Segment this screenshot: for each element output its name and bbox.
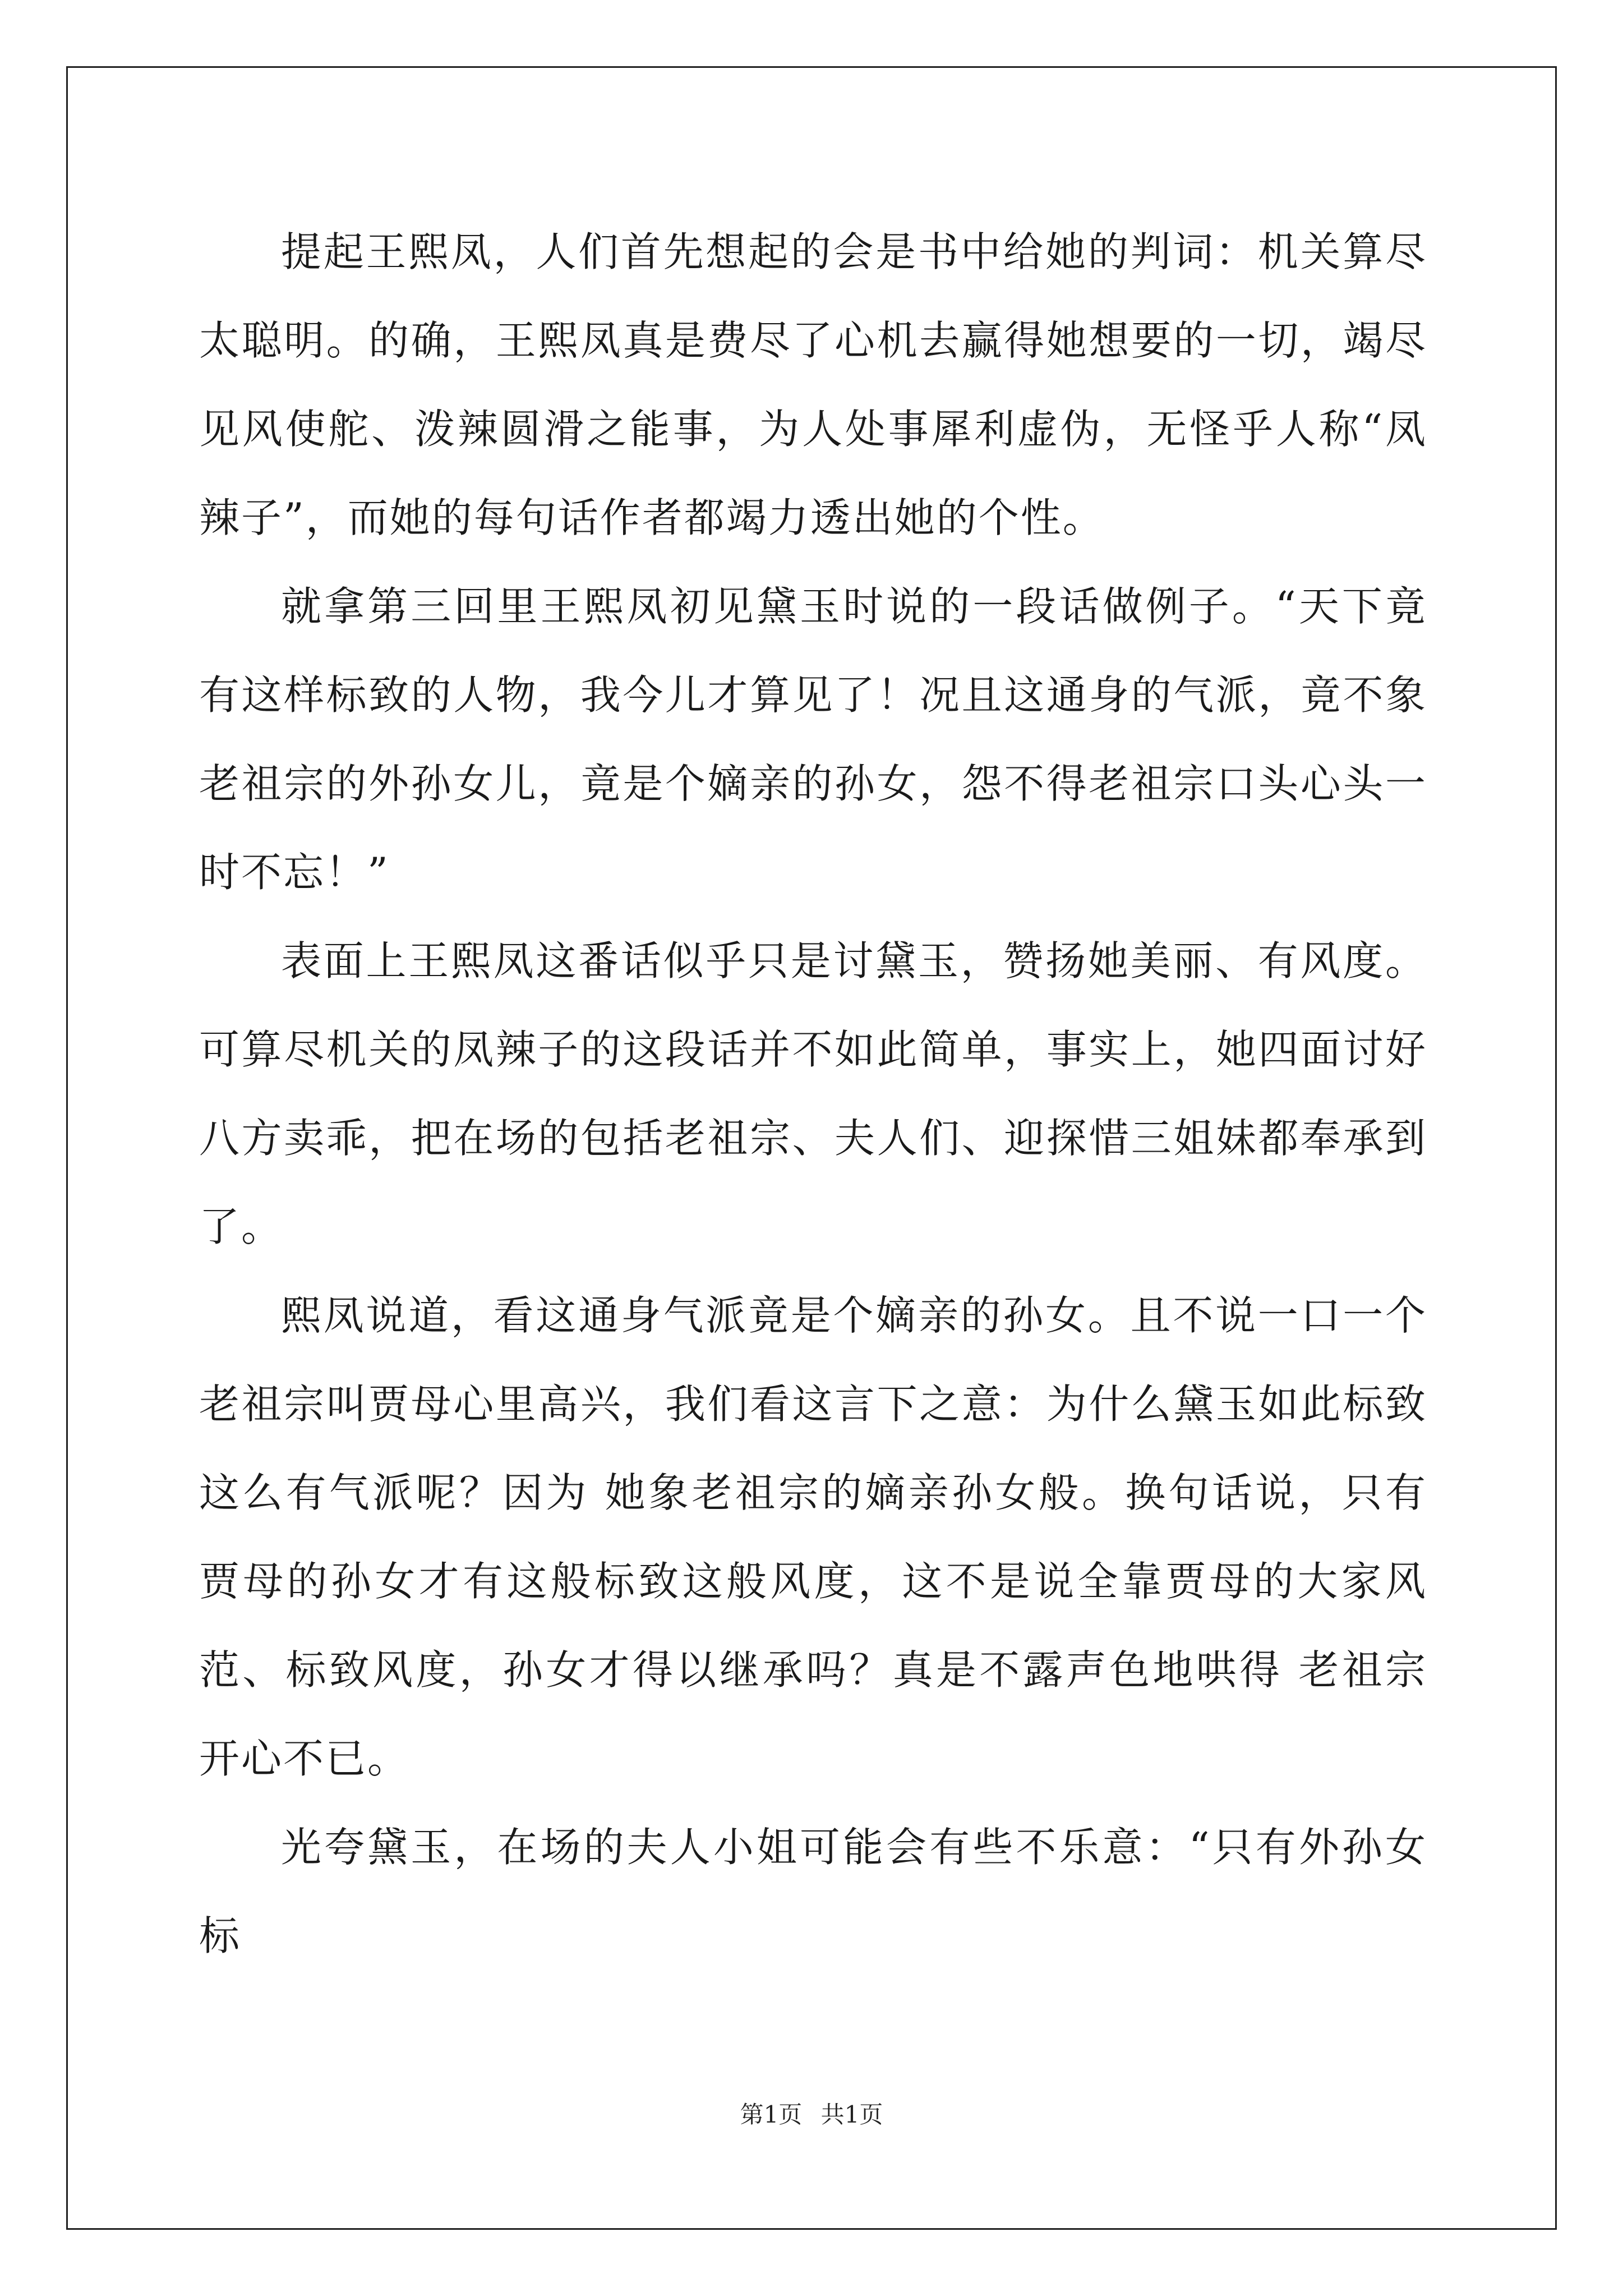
page-number-current: 第1页 [740, 2101, 803, 2128]
page-number-total: 共1页 [820, 2101, 883, 2128]
paragraph-3: 表面上王熙凤这番话似乎只是讨黛玉，赞扬她美丽、有风度。可算尽机关的凤辣子的这段话并不如此简单，事实上，她四面讨好八方卖乖，把在场的包括老祖宗、夫人们、迎探惜三姐妹都奉承到了。 [199, 937, 1427, 1250]
paragraph-5: 光夸黛玉，在场的夫人小姐可能会有些不乐意：“只有外孙女标 [199, 1824, 1427, 1959]
page-footer [0, 2098, 1623, 2132]
paragraph-2: 就拿第三回里王熙凤初见黛玉时说的一段话做例子。“天下竟有这样标致的人物，我今儿才算见了！况且这通身的气派，竟不象老祖宗的外孙女儿，竟是个嫡亲的孙女，怨不得老祖宗口头心头一时不忘！” [199, 583, 1427, 896]
paragraph-1: 提起王熙凤，人们首先想起的会是书中给她的判词：机关算尽太聪明。的确，王熙凤真是费尽了心机去赢得她想要的一切，竭尽见风使舵、泼辣圆滑之能事，为人处事犀利虚伪，无怪乎人称“凤辣子”，而她的每句话作者都竭力透出她的个性。 [199, 228, 1427, 541]
paragraph-4: 熙凤说道，看这通身气派竟是个嫡亲的孙女。且不说一口一个老祖宗叫贾母心里高兴，我们看这言下之意：为什么黛玉如此标致这么有气派呢？因为 她象老祖宗的嫡亲孙女般。换句话说，只有贾母的孙女才有这般标致这般风度，这不是说全靠贾母的大家风范、标致风度，孙女才得以继承吗？真是不露声色地哄得 老祖宗开心不已。 [199, 1292, 1427, 1782]
document-body [199, 208, 1427, 1980]
